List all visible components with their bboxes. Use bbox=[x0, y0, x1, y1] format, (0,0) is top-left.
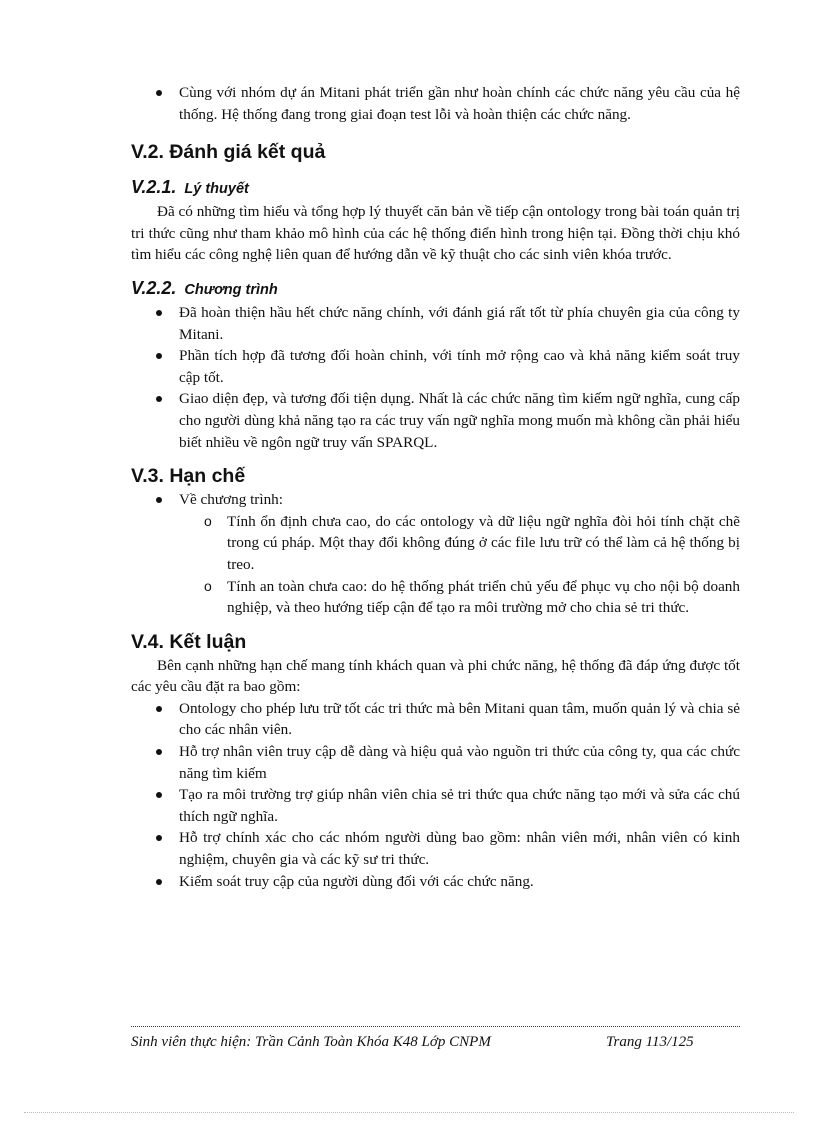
subsection-heading-v21: V.2.1. Lý thuyết bbox=[131, 177, 249, 198]
footer-divider bbox=[131, 1026, 740, 1027]
bullet-icon bbox=[156, 396, 162, 402]
sub-list-item: o Tính an toàn chưa cao: do hệ thống phát triển chủ yếu để phục vụ cho nội bộ doanh nghiệp, và theo hướng tiếp cận để tạo ra môi trường mở cho chia sẻ tri thức. bbox=[204, 577, 740, 617]
list-item: Hỗ trợ nhân viên truy cập dễ dàng và hiệu quả vào nguồn tri thức của công ty, qua các chức năng tìm kiếm bbox=[131, 741, 740, 784]
page-footer bbox=[131, 1032, 740, 1052]
bullet-icon bbox=[156, 706, 162, 712]
list-item: Giao diện đẹp, và tương đối tiện dụng. Nhất là các chức năng tìm kiếm ngữ nghĩa, cung cấp cho người dùng khả năng tạo ra các truy vấn ngữ nghĩa mong muốn mà không cần phải hiểu biết nhiều về ngôn ngữ truy vấn SPARQL. bbox=[131, 388, 740, 453]
bullet-list-v3 bbox=[131, 489, 740, 511]
list-item: Hỗ trợ chính xác cho các nhóm người dùng bao gồm: nhân viên mới, nhân viên có kinh nghiệm, chuyên gia và các kỹ sư tri thức. bbox=[131, 827, 740, 870]
sub-list-v3 bbox=[131, 511, 740, 619]
subsection-heading-v22: V.2.2. Chương trình bbox=[131, 277, 278, 298]
bullet-icon bbox=[156, 879, 162, 885]
top-bullet-list bbox=[131, 82, 740, 125]
bullet-icon bbox=[156, 792, 162, 798]
footer-author: Sinh viên thực hiện: Trần Cảnh Toàn Khóa K48 Lớp CNPM bbox=[131, 1034, 491, 1050]
list-item: Về chương trình: bbox=[131, 489, 740, 511]
paragraph-v21: Đã có những tìm hiểu và tổng hợp lý thuyết căn bản về tiếp cận ontology trong bài toán quản trị tri thức cũng như tham khảo mô hình của các hệ thống điển hình trong hiện tại. Đồng thời chịu khó tìm hiểu các công nghệ liên quan để hướng dẫn về kỹ thuật cho các sinh viên khóa trước. bbox=[131, 203, 740, 264]
page-bottom-border bbox=[24, 1112, 794, 1113]
bullet-icon bbox=[156, 310, 162, 316]
list-item: Đã hoàn thiện hầu hết chức năng chính, với đánh giá rất tốt từ phía chuyên gia của công ty Mitani. bbox=[131, 302, 740, 345]
bullet-icon bbox=[156, 90, 162, 96]
bullet-icon bbox=[156, 749, 162, 755]
list-item: Phần tích hợp đã tương đối hoàn chỉnh, với tính mở rộng cao và khả năng kiểm soát truy cập tốt. bbox=[131, 345, 740, 388]
section-heading-v2: V.2. Đánh giá kết quả bbox=[131, 141, 326, 164]
circle-bullet-icon: o bbox=[204, 512, 212, 529]
bullet-icon bbox=[156, 353, 162, 359]
paragraph-v4: Bên cạnh những hạn chế mang tính khách quan và phi chức năng, hệ thống đã đáp ứng được tốt các yêu cầu đặt ra bao gồm: bbox=[131, 656, 740, 696]
sub-list-item: o Tính ổn định chưa cao, do các ontology và dữ liệu ngữ nghĩa đòi hỏi tính chặt chẽ trong cú pháp. Một thay đổi không đúng ở các file lưu trữ có thể làm cả hệ thống bị treo. bbox=[204, 512, 740, 573]
section-heading-v4: V.4. Kết luận bbox=[131, 630, 247, 653]
list-item: Kiểm soát truy cập của người dùng đối với các chức năng. bbox=[131, 871, 740, 893]
circle-bullet-icon: o bbox=[204, 577, 212, 594]
list-item: Cùng với nhóm dự án Mitani phát triển gần như hoàn chính các chức năng yêu cầu của hệ thống. Hệ thống đang trong giai đoạn test lỗi và hoàn thiện các chức năng. bbox=[131, 82, 740, 125]
bullet-list-v4 bbox=[131, 698, 740, 892]
footer-page-number: Trang 113/125 bbox=[606, 1034, 694, 1050]
list-item: Tạo ra môi trường trợ giúp nhân viên chia sẻ tri thức qua chức năng tạo mới và sửa các chú thích ngữ nghĩa. bbox=[131, 784, 740, 827]
bullet-icon bbox=[156, 497, 162, 503]
section-heading-v3: V.3. Hạn chế bbox=[131, 465, 246, 488]
page-content bbox=[131, 82, 740, 892]
bullet-list-v22 bbox=[131, 302, 740, 453]
list-item: Ontology cho phép lưu trữ tốt các tri thức mà bên Mitani quan tâm, muốn quản lý và chia sẻ cho các nhân viên. bbox=[131, 698, 740, 741]
bullet-icon bbox=[156, 835, 162, 841]
